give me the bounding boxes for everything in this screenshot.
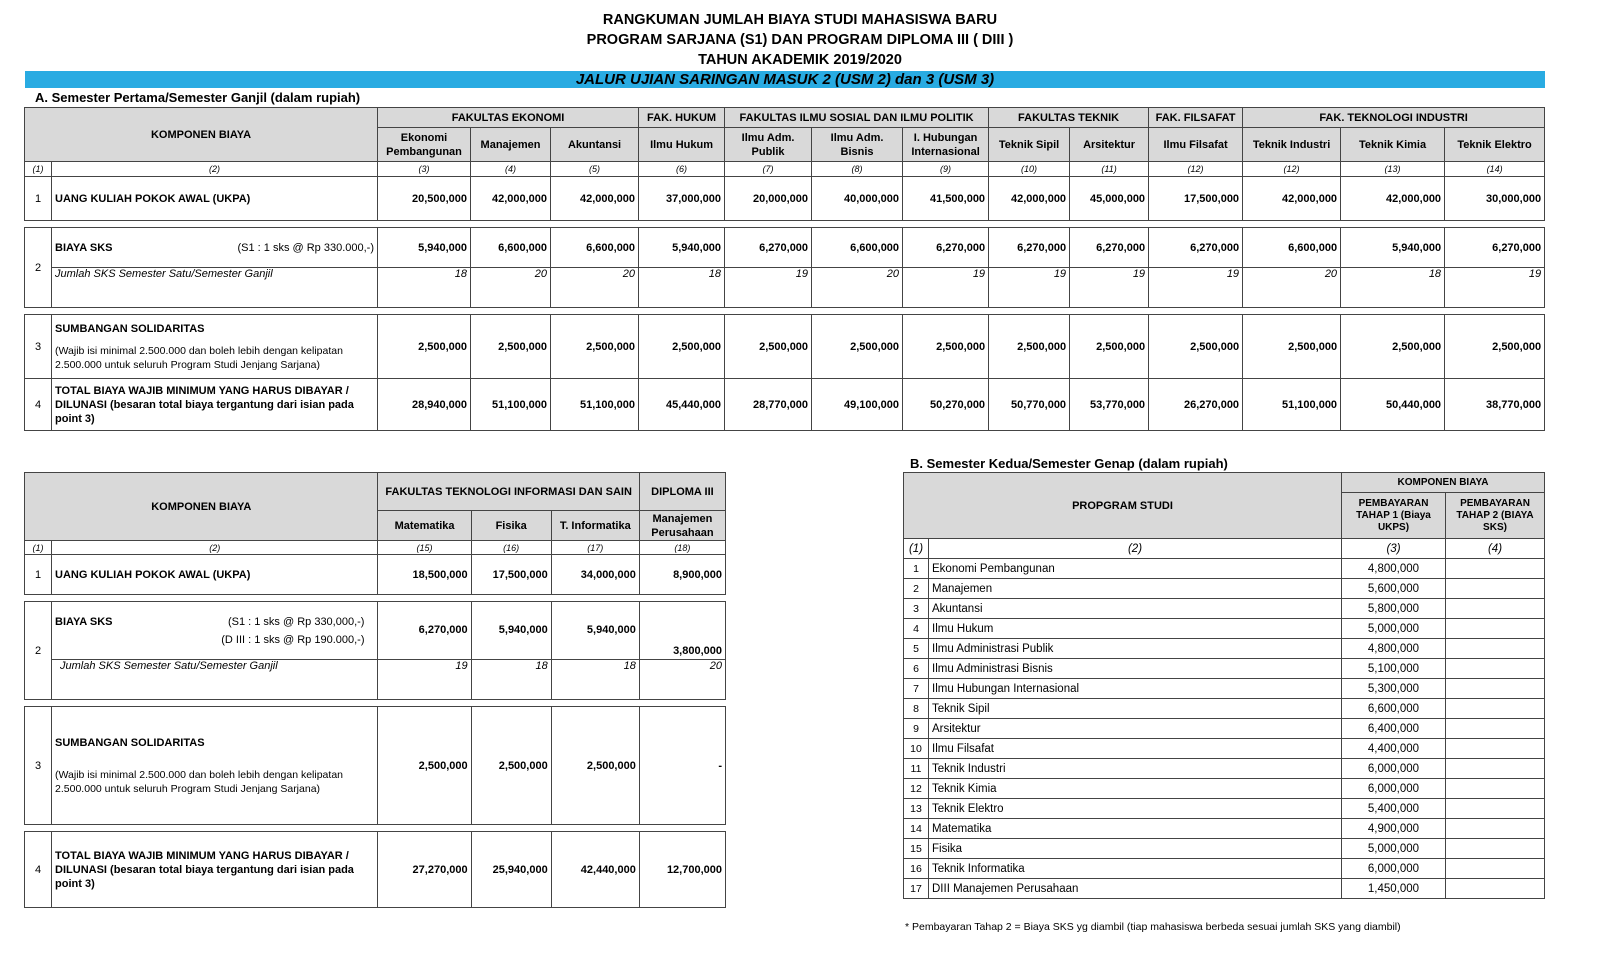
solidaritas-value: 2,500,000 xyxy=(551,707,639,825)
jumlah-sks-value: 18 xyxy=(551,660,639,700)
column-index: (4) xyxy=(1446,539,1545,559)
title-line-2: PROGRAM SARJANA (S1) DAN PROGRAM DIPLOMA III ( DIII ) xyxy=(586,32,1014,48)
sks-d3-value: 3,800,000 xyxy=(639,602,725,660)
jumlah-sks-value: 18 xyxy=(639,268,725,308)
sks-value: 6,270,000 xyxy=(725,228,812,268)
faculty-fisip: FAKULTAS ILMU SOSIAL DAN ILMU POLITIK xyxy=(725,108,989,128)
row-number: 16 xyxy=(904,859,929,879)
program-name: Ilmu Administrasi Publik xyxy=(929,639,1342,659)
solidaritas-cell xyxy=(52,315,378,379)
program-name: Teknik Kimia xyxy=(929,779,1342,799)
column-index: (4) xyxy=(471,162,551,177)
faculty-teknik: FAKULTAS TEKNIK xyxy=(989,108,1149,128)
ukpa-value: 41,500,000 xyxy=(903,177,989,221)
tahap-2-value xyxy=(1446,679,1545,699)
sks-value: 6,600,000 xyxy=(471,228,551,268)
total-value: 50,770,000 xyxy=(989,379,1070,431)
row-number: 11 xyxy=(904,759,929,779)
tahap-1-value: 5,600,000 xyxy=(1342,579,1446,599)
total-label: TOTAL BIAYA WAJIB MINIMUM YANG HARUS DIBAYAR / DILUNASI (besaran total biaya tergantung dari isian pada point 3) xyxy=(52,379,378,431)
tahap-2-value xyxy=(1446,779,1545,799)
tahap-1-value: 4,800,000 xyxy=(1342,559,1446,579)
jumlah-sks-label: Jumlah SKS Semester Satu/Semester Ganjil xyxy=(52,660,378,700)
row-number: 13 xyxy=(904,799,929,819)
row-number: 4 xyxy=(25,379,52,431)
section-b-title: B. Semester Kedua/Semester Genap (dalam rupiah) xyxy=(910,456,1228,471)
title-line-1: RANGKUMAN JUMLAH BIAYA STUDI MAHASISWA BARU xyxy=(602,12,998,28)
column-index: (1) xyxy=(25,541,52,555)
column-index: (3) xyxy=(1342,539,1446,559)
tahap-1-value: 5,400,000 xyxy=(1342,799,1446,819)
program-name: Ilmu Filsafat xyxy=(929,739,1342,759)
footnote: * Pembayaran Tahap 2 = Biaya SKS yg diambil (tiap mahasiswa berbeda sesuai jumlah SKS yang diambil) xyxy=(905,921,1401,933)
tahap-1-value: 6,600,000 xyxy=(1342,699,1446,719)
total-value: 42,440,000 xyxy=(551,832,639,908)
usm-band: JALUR UJIAN SARINGAN MASUK 2 (USM 2) dan 3 (USM 3) xyxy=(25,71,1545,88)
ukpa-value: 20,000,000 xyxy=(725,177,812,221)
solidaritas-value: 2,500,000 xyxy=(903,315,989,379)
sks-value: 6,270,000 xyxy=(1149,228,1243,268)
komponen-header: KOMPONEN BIAYA xyxy=(25,108,378,162)
program-name: Teknik Industri xyxy=(929,759,1342,779)
ukpa-value: 42,000,000 xyxy=(1341,177,1445,221)
program-name: Ilmu Administrasi Bisnis xyxy=(929,659,1342,679)
sks-value: 6,270,000 xyxy=(903,228,989,268)
sks-value: 6,270,000 xyxy=(1445,228,1545,268)
program-header: Fisika xyxy=(471,511,551,541)
ukpa-value: 42,000,000 xyxy=(471,177,551,221)
program-name: Matematika xyxy=(929,819,1342,839)
tahap-1-value: 6,000,000 xyxy=(1342,859,1446,879)
faculty-filsafat: FAK. FILSAFAT xyxy=(1149,108,1243,128)
jumlah-sks-value: 18 xyxy=(471,660,551,700)
tahap-2-value xyxy=(1446,819,1545,839)
tahap-1-value: 4,800,000 xyxy=(1342,639,1446,659)
column-index: (11) xyxy=(1070,162,1149,177)
sks-value: 5,940,000 xyxy=(471,602,551,660)
jumlah-sks-value: 19 xyxy=(1445,268,1545,308)
table-semester-genap xyxy=(903,472,1545,899)
jumlah-sks-value: 19 xyxy=(1070,268,1149,308)
program-header: Matematika xyxy=(378,511,471,541)
jumlah-sks-value: 19 xyxy=(1149,268,1243,308)
program-header: Ilmu Filsafat xyxy=(1149,128,1243,162)
tahap-1-value: 6,000,000 xyxy=(1342,779,1446,799)
sks-label-cell xyxy=(52,228,378,268)
faculty-fti: FAK. TEKNOLOGI INDUSTRI xyxy=(1243,108,1545,128)
program-name: Ilmu Hubungan Internasional xyxy=(929,679,1342,699)
jumlah-sks-value: 20 xyxy=(551,268,639,308)
solidaritas-value: 2,500,000 xyxy=(551,315,639,379)
program-header: Arsitektur xyxy=(1070,128,1149,162)
program-header: Teknik Industri xyxy=(1243,128,1341,162)
program-header: Akuntansi xyxy=(551,128,639,162)
jumlah-sks-value: 19 xyxy=(378,660,471,700)
total-value: 27,270,000 xyxy=(378,832,471,908)
sks-label-cell xyxy=(52,602,378,660)
solidaritas-value: 2,500,000 xyxy=(639,315,725,379)
faculty-ftis: FAKULTAS TEKNOLOGI INFORMASI DAN SAIN xyxy=(378,473,639,511)
tahap-2-value xyxy=(1446,619,1545,639)
solidaritas-note: (Wajib isi minimal 2.500.000 dan boleh lebih dengan kelipatan 2.500.000 untuk seluruh Program Studi Jenjang Sarjana) xyxy=(55,344,343,371)
ukpa-value: 8,900,000 xyxy=(639,555,725,595)
solidaritas-value: 2,500,000 xyxy=(1149,315,1243,379)
tahap-2-value xyxy=(1446,659,1545,679)
sks-label: BIAYA SKS xyxy=(55,241,113,254)
program-name: DIII Manajemen Perusahaan xyxy=(929,879,1342,899)
sks-value: 6,270,000 xyxy=(378,602,471,660)
solidaritas-value: 2,500,000 xyxy=(1243,315,1341,379)
spacer xyxy=(25,595,726,602)
total-value: 50,270,000 xyxy=(903,379,989,431)
program-header: T. Informatika xyxy=(551,511,639,541)
row-number: 2 xyxy=(25,602,52,700)
total-value: 53,770,000 xyxy=(1070,379,1149,431)
solidaritas-value: 2,500,000 xyxy=(1445,315,1545,379)
solidaritas-cell xyxy=(52,707,378,825)
tahap-1-value: 6,000,000 xyxy=(1342,759,1446,779)
program-name: Ekonomi Pembangunan xyxy=(929,559,1342,579)
tahap-2-value xyxy=(1446,699,1545,719)
ukpa-value: 40,000,000 xyxy=(812,177,903,221)
column-index: (16) xyxy=(471,541,551,555)
ukpa-label: UANG KULIAH POKOK AWAL (UKPA) xyxy=(52,177,378,221)
solidaritas-value: 2,500,000 xyxy=(725,315,812,379)
column-index: (12) xyxy=(1243,162,1341,177)
total-value: 50,440,000 xyxy=(1341,379,1445,431)
jumlah-sks-value: 20 xyxy=(471,268,551,308)
row-number: 4 xyxy=(25,832,52,908)
row-number: 6 xyxy=(904,659,929,679)
faculty-hukum: FAK. HUKUM xyxy=(639,108,725,128)
sks-value: 6,600,000 xyxy=(812,228,903,268)
jumlah-sks-value: 18 xyxy=(378,268,471,308)
komponen-biaya-header: KOMPONEN BIAYA xyxy=(1342,473,1545,493)
tahap-2-value xyxy=(1446,739,1545,759)
column-index: (8) xyxy=(812,162,903,177)
column-index: (5) xyxy=(551,162,639,177)
program-header: Ilmu Adm. Publik xyxy=(725,128,812,162)
column-index: (10) xyxy=(989,162,1070,177)
sks-rate: (S1 : 1 sks @ Rp 330.000,-) xyxy=(237,241,375,254)
solidaritas-value: - xyxy=(639,707,725,825)
tahap-1-value: 1,450,000 xyxy=(1342,879,1446,899)
row-number: 1 xyxy=(25,177,52,221)
row-number: 3 xyxy=(25,315,52,379)
jumlah-sks-label: Jumlah SKS Semester Satu/Semester Ganjil xyxy=(52,268,378,308)
spacer xyxy=(25,825,726,832)
row-number: 15 xyxy=(904,839,929,859)
column-index: (15) xyxy=(378,541,471,555)
ukpa-value: 42,000,000 xyxy=(551,177,639,221)
jumlah-sks-value: 19 xyxy=(903,268,989,308)
tahap-1-value: 5,100,000 xyxy=(1342,659,1446,679)
program-header: Ilmu Hukum xyxy=(639,128,725,162)
tahap-1-value: 5,000,000 xyxy=(1342,619,1446,639)
program-name: Fisika xyxy=(929,839,1342,859)
sks-value: 6,600,000 xyxy=(551,228,639,268)
jumlah-sks-value: 20 xyxy=(1243,268,1341,308)
row-number: 14 xyxy=(904,819,929,839)
program-name: Akuntansi xyxy=(929,599,1342,619)
ukpa-value: 37,000,000 xyxy=(639,177,725,221)
table-semester-ganjil xyxy=(24,107,1545,431)
ukpa-value: 17,500,000 xyxy=(471,555,551,595)
sks-value: 5,940,000 xyxy=(551,602,639,660)
total-value: 51,100,000 xyxy=(1243,379,1341,431)
tahap-2-header: PEMBAYARAN TAHAP 2 (BIAYA SKS) xyxy=(1446,493,1545,539)
spacer xyxy=(25,308,1545,315)
sks-value: 5,940,000 xyxy=(639,228,725,268)
tahap-2-value xyxy=(1446,799,1545,819)
tahap-1-value: 5,800,000 xyxy=(1342,599,1446,619)
jumlah-sks-value: 20 xyxy=(812,268,903,308)
row-number: 5 xyxy=(904,639,929,659)
ukpa-value: 18,500,000 xyxy=(378,555,471,595)
row-number: 1 xyxy=(904,559,929,579)
total-value: 28,770,000 xyxy=(725,379,812,431)
sks-rate-s1: (S1 : 1 sks @ Rp 330,000,-) xyxy=(227,615,365,628)
row-number: 3 xyxy=(904,599,929,619)
program-header: Teknik Kimia xyxy=(1341,128,1445,162)
column-index: (7) xyxy=(725,162,812,177)
column-index: (3) xyxy=(378,162,471,177)
tahap-2-value xyxy=(1446,639,1545,659)
column-index: (17) xyxy=(551,541,639,555)
total-value: 26,270,000 xyxy=(1149,379,1243,431)
ukpa-value: 17,500,000 xyxy=(1149,177,1243,221)
total-value: 51,100,000 xyxy=(471,379,551,431)
tahap-1-value: 4,900,000 xyxy=(1342,819,1446,839)
sks-rate-d3: (D III : 1 sks @ Rp 190.000,-) xyxy=(221,633,365,646)
ukpa-value: 42,000,000 xyxy=(1243,177,1341,221)
tahap-2-value xyxy=(1446,839,1545,859)
section-a-title: A. Semester Pertama/Semester Ganjil (dalam rupiah) xyxy=(35,90,361,105)
column-index: (13) xyxy=(1341,162,1445,177)
program-name: Teknik Sipil xyxy=(929,699,1342,719)
solidaritas-value: 2,500,000 xyxy=(812,315,903,379)
total-value: 51,100,000 xyxy=(551,379,639,431)
total-value: 45,440,000 xyxy=(639,379,725,431)
jumlah-sks-value: 19 xyxy=(725,268,812,308)
program-name: Arsitektur xyxy=(929,719,1342,739)
row-number: 2 xyxy=(25,228,52,308)
program-name: Teknik Elektro xyxy=(929,799,1342,819)
ukpa-value: 30,000,000 xyxy=(1445,177,1545,221)
column-index: (12) xyxy=(1149,162,1243,177)
program-header: I. Hubungan Internasional xyxy=(903,128,989,162)
tahap-1-value: 4,400,000 xyxy=(1342,739,1446,759)
column-index: (9) xyxy=(903,162,989,177)
sks-value: 6,600,000 xyxy=(1243,228,1341,268)
sks-value: 6,270,000 xyxy=(1070,228,1149,268)
solidaritas-value: 2,500,000 xyxy=(1341,315,1445,379)
program-header: Manajemen Perusahaan xyxy=(639,511,725,541)
program-header: Teknik Elektro xyxy=(1445,128,1545,162)
tahap-2-value xyxy=(1446,599,1545,619)
title-line-3: TAHUN AKADEMIK 2019/2020 xyxy=(698,52,902,68)
row-number: 10 xyxy=(904,739,929,759)
solidaritas-value: 2,500,000 xyxy=(1070,315,1149,379)
tahap-2-value xyxy=(1446,859,1545,879)
solidaritas-label: SUMBANGAN SOLIDARITAS xyxy=(55,736,205,749)
komponen-header: KOMPONEN BIAYA xyxy=(25,473,378,541)
row-number: 8 xyxy=(904,699,929,719)
solidaritas-value: 2,500,000 xyxy=(471,707,551,825)
tahap-2-value xyxy=(1446,719,1545,739)
row-number: 9 xyxy=(904,719,929,739)
jumlah-sks-value: 20 xyxy=(639,660,725,700)
program-name: Manajemen xyxy=(929,579,1342,599)
row-number: 1 xyxy=(25,555,52,595)
row-number: 4 xyxy=(904,619,929,639)
ukpa-value: 45,000,000 xyxy=(1070,177,1149,221)
ukpa-value: 42,000,000 xyxy=(989,177,1070,221)
program-name: Teknik Informatika xyxy=(929,859,1342,879)
row-number: 12 xyxy=(904,779,929,799)
row-number: 2 xyxy=(904,579,929,599)
tahap-2-value xyxy=(1446,559,1545,579)
column-index: (6) xyxy=(639,162,725,177)
total-value: 28,940,000 xyxy=(378,379,471,431)
solidaritas-note: (Wajib isi minimal 2.500.000 dan boleh lebih dengan kelipatan 2.500.000 untuk seluruh Program Studi Jenjang Sarjana) xyxy=(55,768,343,795)
total-value: 38,770,000 xyxy=(1445,379,1545,431)
faculty-diploma: DIPLOMA III xyxy=(639,473,725,511)
row-number: 3 xyxy=(25,707,52,825)
program-studi-header: PROPGRAM STUDI xyxy=(904,473,1342,539)
sks-label: BIAYA SKS xyxy=(55,615,113,628)
tahap-1-value: 5,000,000 xyxy=(1342,839,1446,859)
faculty-ekonomi: FAKULTAS EKONOMI xyxy=(378,108,639,128)
column-index: (18) xyxy=(639,541,725,555)
row-number: 17 xyxy=(904,879,929,899)
ukpa-label: UANG KULIAH POKOK AWAL (UKPA) xyxy=(52,555,378,595)
solidaritas-value: 2,500,000 xyxy=(989,315,1070,379)
column-index: (1) xyxy=(25,162,52,177)
row-number: 7 xyxy=(904,679,929,699)
solidaritas-value: 2,500,000 xyxy=(378,707,471,825)
spacer xyxy=(25,700,726,707)
program-header: Ilmu Adm. Bisnis xyxy=(812,128,903,162)
sks-value: 5,940,000 xyxy=(1341,228,1445,268)
jumlah-sks-value: 19 xyxy=(989,268,1070,308)
program-header: Ekonomi Pembangunan xyxy=(378,128,471,162)
total-value: 12,700,000 xyxy=(639,832,725,908)
solidaritas-value: 2,500,000 xyxy=(471,315,551,379)
column-index: (14) xyxy=(1445,162,1545,177)
table-fti-diploma xyxy=(24,472,726,908)
column-index: (2) xyxy=(52,541,378,555)
spacer xyxy=(25,221,1545,228)
tahap-1-value: 5,300,000 xyxy=(1342,679,1446,699)
tahap-1-value: 6,400,000 xyxy=(1342,719,1446,739)
solidaritas-value: 2,500,000 xyxy=(378,315,471,379)
sks-value: 5,940,000 xyxy=(378,228,471,268)
total-label: TOTAL BIAYA WAJIB MINIMUM YANG HARUS DIBAYAR / DILUNASI (besaran total biaya tergantung dari isian pada point 3) xyxy=(52,832,378,908)
total-value: 49,100,000 xyxy=(812,379,903,431)
jumlah-sks-value: 18 xyxy=(1341,268,1445,308)
tahap-1-header: PEMBAYARAN TAHAP 1 (Biaya UKPS) xyxy=(1342,493,1446,539)
total-value: 25,940,000 xyxy=(471,832,551,908)
ukpa-value: 20,500,000 xyxy=(378,177,471,221)
program-header: Manajemen xyxy=(471,128,551,162)
column-index: (2) xyxy=(929,539,1342,559)
column-index: (1) xyxy=(904,539,929,559)
solidaritas-label: SUMBANGAN SOLIDARITAS xyxy=(55,322,205,335)
tahap-2-value xyxy=(1446,579,1545,599)
program-name: Ilmu Hukum xyxy=(929,619,1342,639)
ukpa-value: 34,000,000 xyxy=(551,555,639,595)
tahap-2-value xyxy=(1446,879,1545,899)
column-index: (2) xyxy=(52,162,378,177)
sks-value: 6,270,000 xyxy=(989,228,1070,268)
tahap-2-value xyxy=(1446,759,1545,779)
program-header: Teknik Sipil xyxy=(989,128,1070,162)
